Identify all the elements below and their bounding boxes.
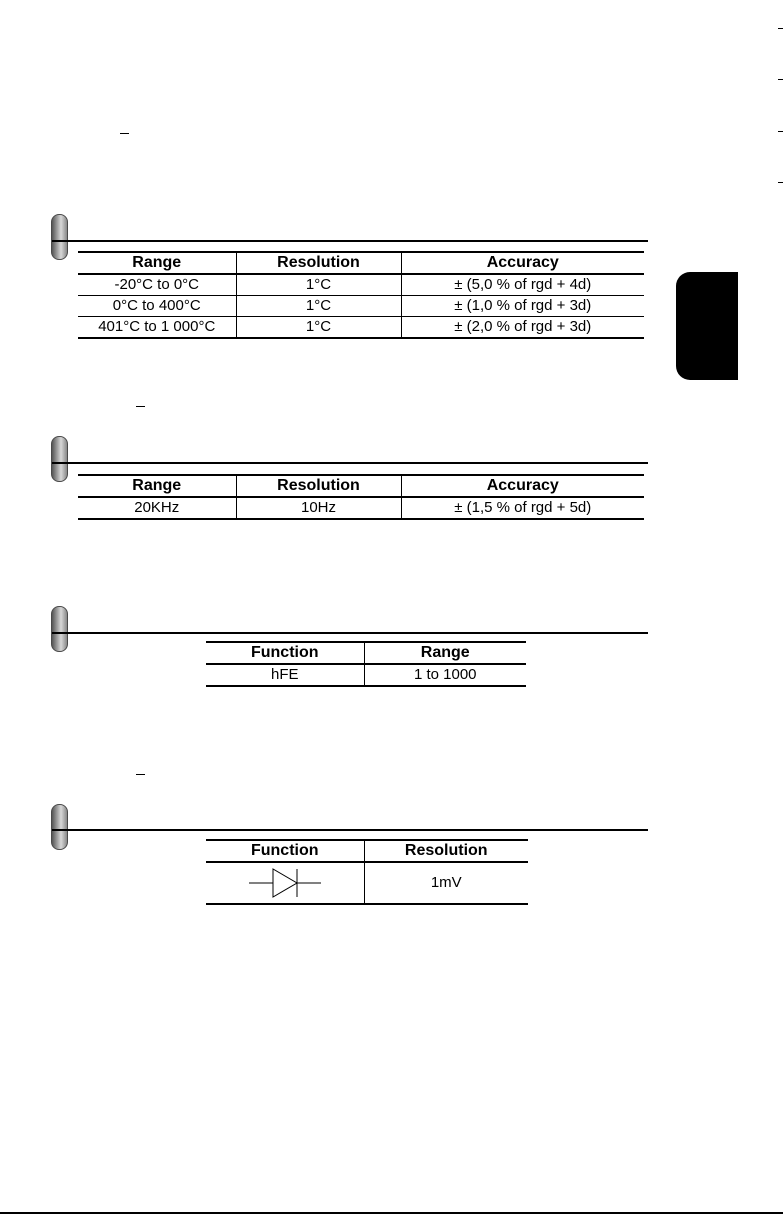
range-cell: 401°C to 1 000°C	[78, 317, 236, 339]
frequency-table	[78, 474, 644, 520]
cylinder-tab-icon	[51, 214, 68, 260]
temperature-table	[78, 251, 644, 339]
function-cell	[206, 862, 364, 904]
range-cell: 1 to 1000	[364, 664, 526, 686]
table-row	[78, 274, 644, 296]
cylinder-tab-icon	[51, 804, 68, 850]
table-row	[206, 664, 526, 686]
edge-tick	[778, 131, 783, 132]
header-cell: Accuracy	[401, 475, 644, 497]
section-rule	[52, 829, 648, 831]
table-header-row	[78, 475, 644, 497]
resolution-cell: 1mV	[364, 862, 528, 904]
header-cell: Resolution	[236, 475, 401, 497]
diode-table	[206, 839, 528, 905]
edge-tick	[778, 182, 783, 183]
accuracy-cell: ± (1,5 % of rgd + 5d)	[401, 497, 644, 519]
underscore-mark	[136, 774, 145, 775]
resolution-cell: 1°C	[236, 317, 401, 339]
range-cell: -20°C to 0°C	[78, 274, 236, 296]
table-row	[206, 862, 528, 904]
table-row	[78, 497, 644, 519]
accuracy-cell: ± (2,0 % of rgd + 3d)	[401, 317, 644, 339]
diode-symbol-icon	[235, 863, 335, 903]
underscore-mark	[120, 133, 129, 134]
accuracy-cell: ± (5,0 % of rgd + 4d)	[401, 274, 644, 296]
header-cell: Accuracy	[401, 252, 644, 274]
section-rule	[52, 240, 648, 242]
header-cell: Resolution	[364, 840, 528, 862]
resolution-cell: 10Hz	[236, 497, 401, 519]
function-cell: hFE	[206, 664, 364, 686]
header-cell: Function	[206, 642, 364, 664]
edge-tick	[778, 28, 783, 29]
transistor-table	[206, 641, 526, 687]
range-cell: 0°C to 400°C	[78, 296, 236, 317]
header-cell: Range	[364, 642, 526, 664]
header-cell: Range	[78, 252, 236, 274]
header-cell: Range	[78, 475, 236, 497]
section-rule	[52, 632, 648, 634]
cylinder-tab-icon	[51, 436, 68, 482]
underscore-mark	[136, 406, 145, 407]
edge-tick	[778, 79, 783, 80]
table-row	[78, 317, 644, 339]
resolution-cell: 1°C	[236, 274, 401, 296]
side-tab	[676, 272, 738, 380]
section-rule	[52, 462, 648, 464]
cylinder-tab-icon	[51, 606, 68, 652]
resolution-cell: 1°C	[236, 296, 401, 317]
table-header-row	[206, 642, 526, 664]
table-header-row	[206, 840, 528, 862]
header-cell: Function	[206, 840, 364, 862]
table-row	[78, 296, 644, 317]
range-cell: 20KHz	[78, 497, 236, 519]
header-cell: Resolution	[236, 252, 401, 274]
accuracy-cell: ± (1,0 % of rgd + 3d)	[401, 296, 644, 317]
table-header-row	[78, 252, 644, 274]
